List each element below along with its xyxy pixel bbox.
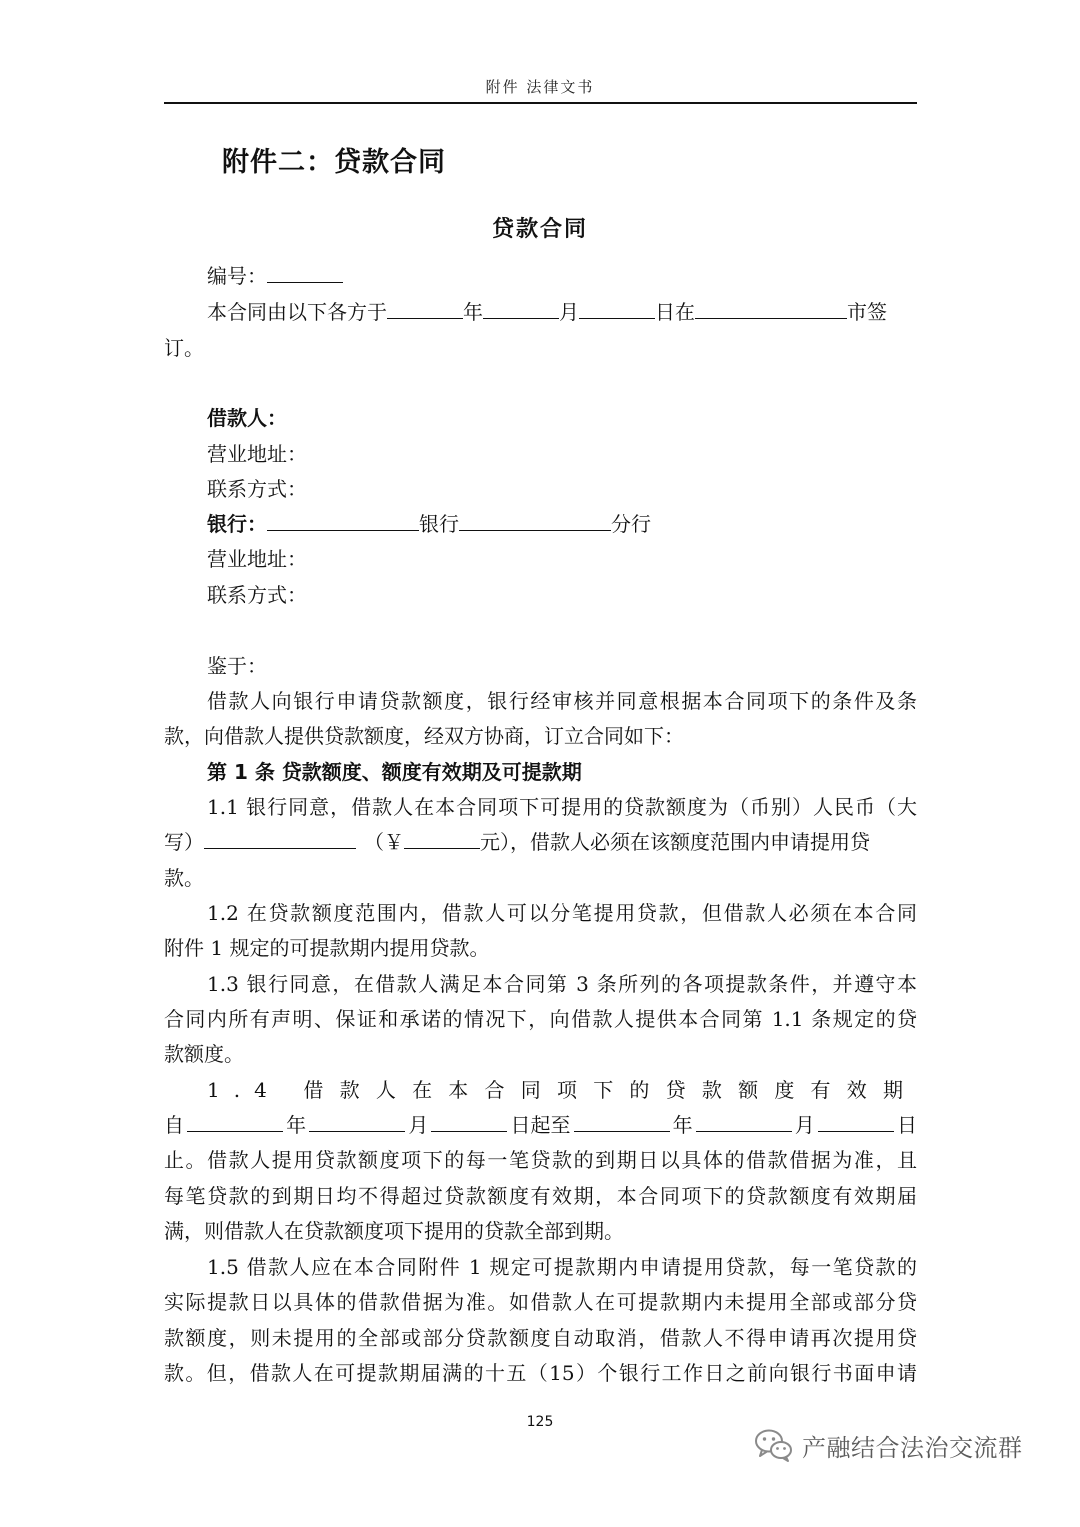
- bank-word: 银行: [419, 512, 459, 536]
- clause-1-1-tail: 元），借款人必须在该额度范围内申请提用贷: [480, 830, 870, 854]
- clause-1-5-line-2: 实际提款日以具体的借款借据为准。如借款人在可提款期内未提用全部或部分贷: [164, 1290, 917, 1314]
- borrower-contact-label: 联系方式：: [207, 477, 307, 501]
- month-label: 月: [559, 300, 579, 324]
- signing-line: [164, 294, 917, 330]
- clause-1-5-line-4: 款。但，借款人在可提款期届满的十五（15）个银行工作日之前向银行书面申请: [164, 1361, 917, 1385]
- borrower-address-label: 营业地址：: [207, 442, 307, 466]
- bank-line: [164, 506, 917, 542]
- day-at-label: 日在: [655, 300, 695, 324]
- start-year-label: 年: [286, 1113, 307, 1137]
- whereas-line-1: 借款人向银行申请贷款额度，银行经审核并同意根据本合同项下的条件及条: [207, 689, 917, 713]
- clause-1-1-line-3: 款。: [164, 866, 204, 890]
- bank-address-label: 营业地址：: [207, 547, 307, 571]
- start-year-blank: [187, 1107, 283, 1132]
- day-blank: [579, 294, 655, 319]
- whereas-line-2: 款，向借款人提供贷款额度，经双方协商，订立合同如下：: [164, 724, 684, 748]
- branch-name-blank: [459, 506, 611, 531]
- contract-number-line: [164, 258, 917, 294]
- wechat-icon: [754, 1427, 794, 1463]
- end-year-label: 年: [672, 1113, 693, 1137]
- amount-words-blank: [204, 824, 356, 849]
- number-blank: [267, 258, 343, 283]
- from-label: 自: [164, 1113, 184, 1137]
- clause-1-5-line-1: 1.5 借款人应在本合同附件 1 规定可提款期内申请提用贷款，每一笔贷款的: [207, 1255, 917, 1279]
- clause-1-2-line-2: 附件 1 规定的可提款期内提用贷款。: [164, 936, 490, 960]
- annex-title: 附件二：贷款合同: [222, 147, 446, 178]
- watermark-text: 产融结合法治交流群: [802, 1433, 1023, 1462]
- clause-1-2-line-1: 1.2 在贷款额度范围内，借款人可以分笔提用贷款，但借款人必须在本合同: [207, 901, 917, 925]
- end-day-blank: [818, 1107, 894, 1132]
- end-year-blank: [574, 1107, 670, 1132]
- bank-name-blank: [267, 506, 419, 531]
- article-1-title: 第 1 条 贷款额度、额度有效期及可提款期: [207, 760, 582, 784]
- clause-1-4-line-1: 1.4 借款人在本合同项下的贷款额度有效期: [207, 1078, 917, 1102]
- start-day-blank: [431, 1107, 507, 1132]
- clause-1-4-line-5: 满，则借款人在贷款额度项下提用的贷款全部到期。: [164, 1219, 624, 1243]
- clause-1-1-yuan-symbol: （￥: [364, 830, 404, 854]
- clause-1-3-line-2: 合同内所有声明、保证和承诺的情况下，向借款人提供本合同第 1.1 条规定的贷: [164, 1007, 917, 1031]
- clause-1-3-line-3: 款额度。: [164, 1042, 244, 1066]
- city-blank: [695, 294, 847, 319]
- page-header: 附件 法律文书: [485, 78, 595, 96]
- clause-1-1-line-2: [164, 824, 917, 860]
- signing-prefix: 本合同由以下各方于: [207, 300, 387, 324]
- city-sign-label: 市签: [847, 300, 887, 324]
- end-month-label: 月: [794, 1113, 815, 1137]
- start-month-blank: [309, 1107, 405, 1132]
- month-blank: [483, 294, 559, 319]
- borrower-label: 借款人：: [207, 406, 287, 430]
- start-day-to-label: 日起至: [510, 1113, 571, 1137]
- whereas-label: 鉴于：: [207, 654, 267, 678]
- year-blank: [387, 294, 463, 319]
- document-title: 贷款合同: [491, 217, 588, 242]
- amount-figure-blank: [404, 824, 480, 849]
- header-rule: [164, 102, 917, 104]
- start-month-label: 月: [408, 1113, 429, 1137]
- signing-line-cont: 订。: [164, 336, 204, 360]
- clause-1-1-daxie: 写）: [164, 830, 204, 854]
- number-label: 编号：: [207, 264, 267, 288]
- clause-1-4-line-2: [164, 1107, 917, 1143]
- end-day-label: 日: [896, 1113, 917, 1137]
- clause-1-4-line-4: 每笔贷款的到期日均不得超过贷款额度有效期，本合同项下的贷款额度有效期届: [164, 1184, 917, 1208]
- watermark: [754, 1427, 1023, 1463]
- bank-label: 银行：: [207, 512, 267, 536]
- year-label: 年: [463, 300, 483, 324]
- page-number: 125: [526, 1414, 554, 1430]
- clause-1-1-line-1: 1.1 银行同意，借款人在本合同项下可提用的贷款额度为（币别）人民币（大: [207, 795, 917, 819]
- clause-1-3-line-1: 1.3 银行同意，在借款人满足本合同第 3 条所列的各项提款条件，并遵守本: [207, 972, 917, 996]
- branch-word: 分行: [611, 512, 651, 536]
- bank-contact-label: 联系方式：: [207, 583, 307, 607]
- clause-1-5-line-3: 款额度，则未提用的全部或部分贷款额度自动取消，借款人不得申请再次提用贷: [164, 1326, 917, 1350]
- clause-1-4-line-3: 止。借款人提用贷款额度项下的每一笔贷款的到期日以具体的借款借据为准，且: [164, 1148, 917, 1172]
- end-month-blank: [696, 1107, 792, 1132]
